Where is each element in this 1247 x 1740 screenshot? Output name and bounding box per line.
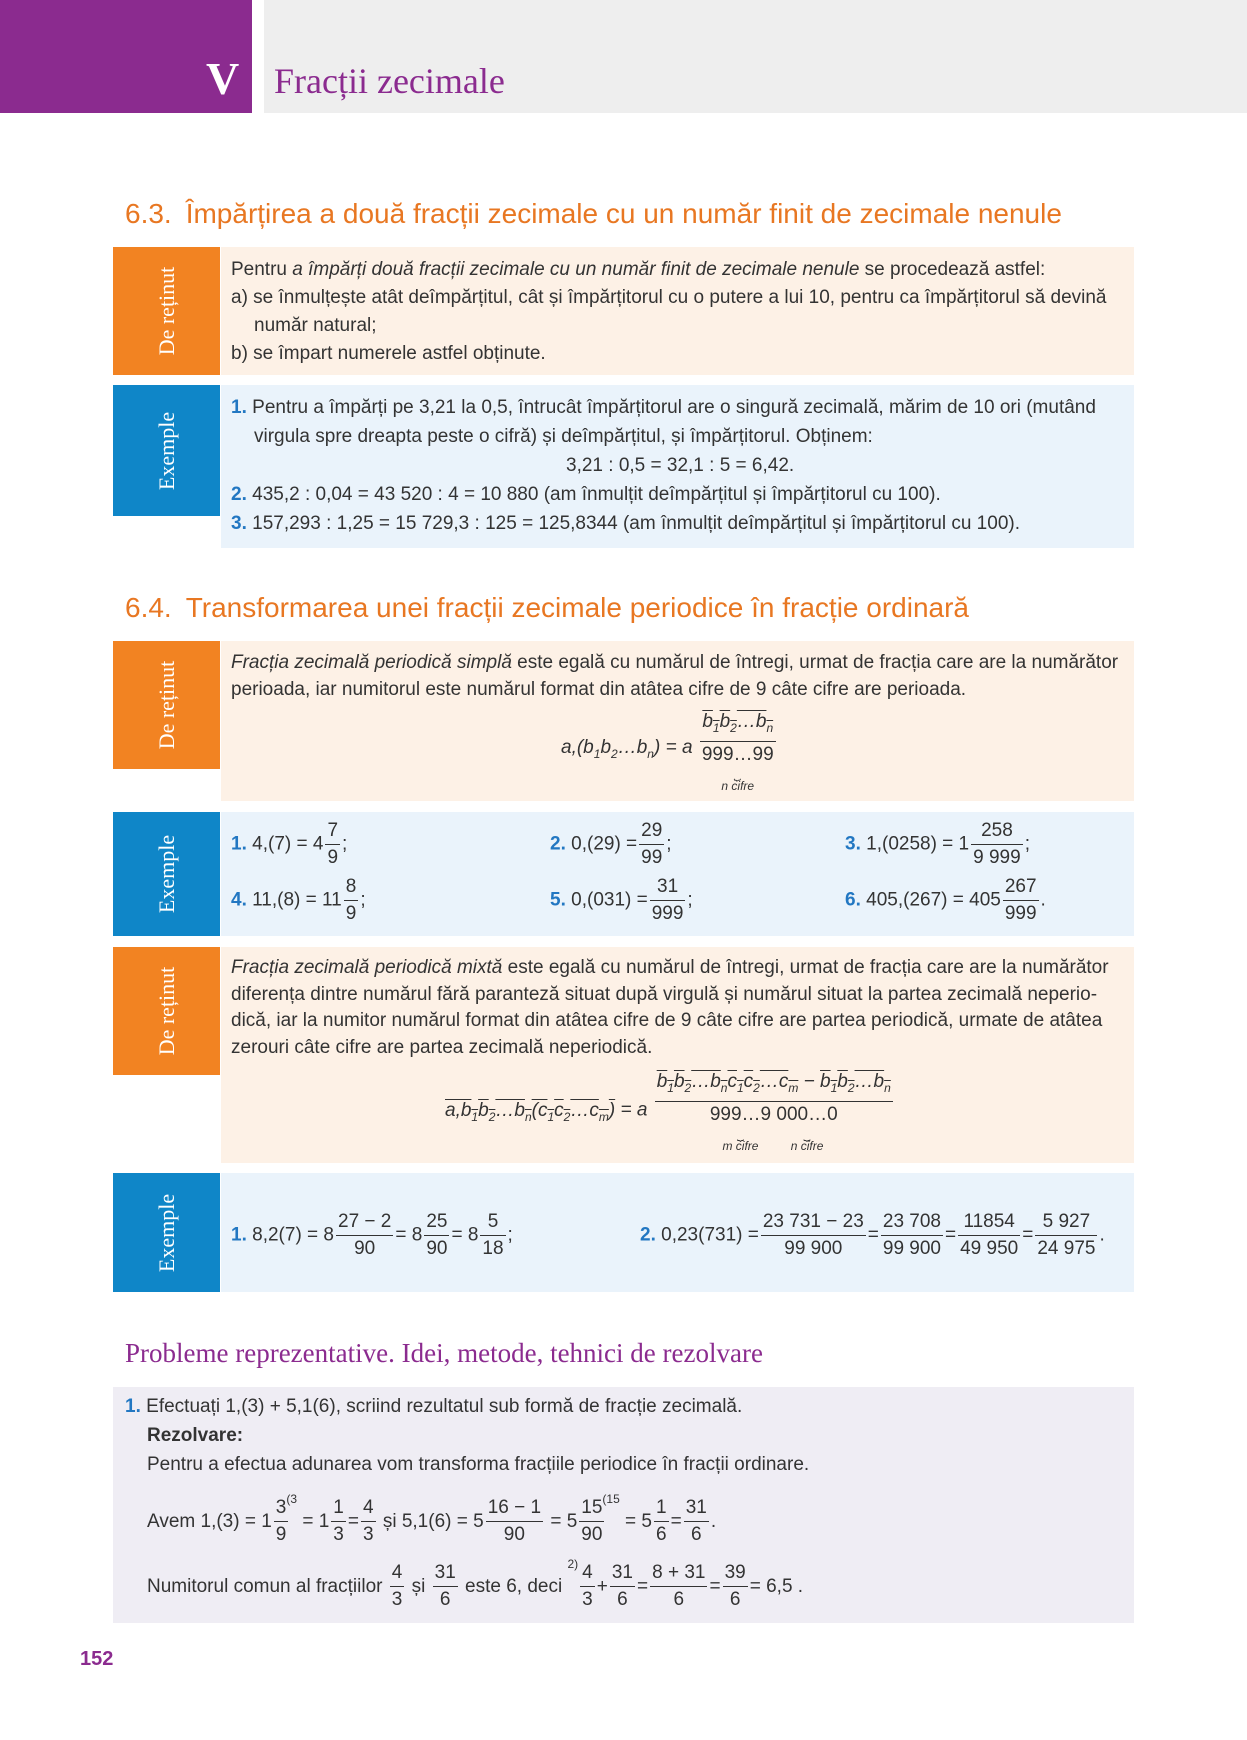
- simple-example-3: 3. 1,(0258) = 1 $\frac{258}{9 999}$ ;: [845, 820, 1030, 868]
- exemple-label: Exemple: [113, 385, 220, 516]
- chapter-title: Fracții zecimale: [274, 61, 505, 101]
- simple-rule-line1: Fracția zecimală periodică simplă este egală cu numărul de întregi, urmat de fracția care are la numărător: [231, 652, 1119, 673]
- mixed-rule-panel: [221, 947, 1134, 1163]
- chapter-number: V: [206, 53, 240, 104]
- example-2: 2. 435,2 : 0,04 = 43 520 : 4 = 10 880 (am înmulțit deîmpărțitul și împărțitorul cu 100).: [231, 484, 941, 505]
- section-6-4-title: [125, 592, 969, 624]
- de-retinut-label: De reținut: [113, 947, 220, 1075]
- section-heading: Transformarea unei fracții zecimale periodice în fracție ordinară: [185, 592, 970, 623]
- rezolvare-label: Rezolvare:: [147, 1425, 244, 1446]
- simple-formula: $a,(b_1b_2\dots b_n) = a$ $b_1b_2\dots b_n$ 999…99 ⏟ n cifre: [561, 711, 774, 793]
- brace-label-n: n cifre: [790, 1138, 824, 1153]
- brace-label-m: m cifre: [722, 1138, 759, 1153]
- mixed-rule-line3: dică, iar la numitor numărul format din atâtea cifre de 9 câte cifre are partea periodică, urmate de atâtea: [231, 1010, 1103, 1031]
- rule-intro: Pentru a împărți două fracții zecimale cu un număr finit de zecimale nenule se procedează astfel:: [231, 259, 1046, 280]
- simple-examples-panel: [221, 812, 1134, 936]
- simple-example-2: 2. 0,(29) = $\frac{29}{99}$ ;: [550, 820, 672, 868]
- mixed-formula: $a,b_1b_2\dots b_n(c_1c_2\dots c_m) = a$ $b_1b_2\dots b_nc_1c_2\dots c_m$ − $b_1b_2\dots b_n$ 999…9 ⏟ m cifre 000…0 ⏟ n cifre: [445, 1071, 891, 1153]
- example-1-result: 3,21 : 0,5 = 32,1 : 5 = 6,42.: [566, 455, 795, 476]
- section-6-3-title: [125, 198, 1062, 230]
- simple-example-5: 5. 0,(031) = $\frac{31}{999}$ ;: [550, 876, 693, 924]
- mixed-rule-line2: diferența dintre numărul fără paranteză situat după virgulă și numărul situat la partea zecimală neperio-: [231, 983, 1098, 1005]
- example-1-cont: virgula spre dreapta peste o cifră) și deîmpărțitul, și împărțitorul. Obținem:: [254, 426, 873, 447]
- example-3: 3. 157,293 : 1,25 = 15 729,3 : 125 = 125,8344 (am înmulțit deîmpărțitul și împărțitorul cu 100).: [231, 513, 1020, 534]
- simple-example-6: 6. 405,(267) = 405 $\frac{267}{999}$ .: [845, 876, 1046, 924]
- de-retinut-label: De reținut: [113, 247, 220, 375]
- simple-example-4: 4. 11,(8) = 11 $\frac{8}{9}$ ;: [231, 876, 366, 924]
- de-retinut-label: De reținut: [113, 641, 220, 769]
- simple-example-1: 1. 4,(7) = 4 $\frac{7}{9}$ ;: [231, 820, 348, 868]
- formula-denominator: 999…99: [701, 743, 774, 765]
- simple-rule-panel: [221, 641, 1134, 801]
- examples-panel: [221, 385, 1134, 548]
- mixed-rule-line1: Fracția zecimală periodică mixtă este egală cu numărul de întregi, urmat de fracția care are la numărător: [231, 957, 1109, 978]
- section-number: 6.3.: [125, 198, 172, 229]
- mixed-example-2: 2. 0,23(731) = $\frac{23 731 - 23}{99 900}$ = $\frac{23 708}{99 900}$ = $\frac{11854}{49 950}$ = $\frac{5 927}{24 975}$ .: [640, 1211, 1105, 1259]
- simple-rule-line2: perioada, iar numitorul este numărul format din atâtea cifre de 9 câte cifre are perioada.: [231, 679, 967, 700]
- rezolvare-intro: Pentru a efectua adunarea vom transforma fracțiile periodice în fracții ordinare.: [147, 1454, 810, 1475]
- exemple-label: Exemple: [113, 812, 220, 936]
- mixed-rule-line4: zerouri câte cifre are partea zecimală neperiodică.: [231, 1036, 653, 1058]
- brace-label: n cifre: [721, 778, 755, 793]
- mixed-examples-panel: [221, 1173, 1134, 1292]
- problems-title: Probleme reprezentative. Idei, metode, tehnici de rezolvare: [125, 1338, 763, 1368]
- problem-panel: [113, 1387, 1134, 1623]
- page-number: 152: [80, 1648, 114, 1670]
- rule-b: b) se împart numerele astfel obținute.: [231, 343, 546, 364]
- formula-den-zeros: 000…0: [776, 1103, 838, 1125]
- rule-a: a) se înmulțește atât deîmpărțitul, cât și împărțitorul cu o putere a lui 10, pentru ca împărțitorul să devină: [231, 287, 1107, 308]
- section-heading: Împărțirea a două fracții zecimale cu un număr finit de zecimale nenule: [185, 198, 1062, 229]
- rule-a-cont: număr natural;: [254, 315, 377, 336]
- problem-1: 1. Efectuați 1,(3) + 5,1(6), scriind rezultatul sub formă de fracție zecimală.: [125, 1396, 743, 1417]
- rezolvare-numitor: Numitorul comun al fracțiilor $\frac{4}{3}$ și $\frac{31}{6}$ este 6, deci $^{2)}$ $\frac{4}{3}$ + $\frac{31}{6}$ = $\frac{8 + 31}{6}$ = $\frac{39}{6}$ = 6,5 .: [147, 1557, 804, 1611]
- example-1: 1. Pentru a împărți pe 3,21 la 0,5, întrucât împărțitorul are o singură zecimală, mărim de 10 ori (mutând: [231, 397, 1096, 418]
- rule-panel: [221, 247, 1134, 375]
- formula-den-nines: 999…9: [709, 1103, 772, 1125]
- section-number: 6.4.: [125, 592, 172, 623]
- mixed-example-1: 1. 8,2(7) = 8 $\frac{27 - 2}{90}$ = 8 $\frac{25}{90}$ = 8 $\frac{5}{18}$ ;: [231, 1211, 513, 1259]
- exemple-label: Exemple: [113, 1173, 220, 1292]
- rezolvare-avem: Avem 1,(3) = 1 $\frac{3}{9}$ $^{(3}$ = 1 $\frac{1}{3}$ = $\frac{4}{3}$ și 5,1(6) = 5 $\frac{16 - 1}{90}$ = 5 $\frac{15}{90}$ $^{(15}$ = 5 $\frac{1}{6}$ = $\frac{31}{6}$ .: [147, 1485, 716, 1548]
